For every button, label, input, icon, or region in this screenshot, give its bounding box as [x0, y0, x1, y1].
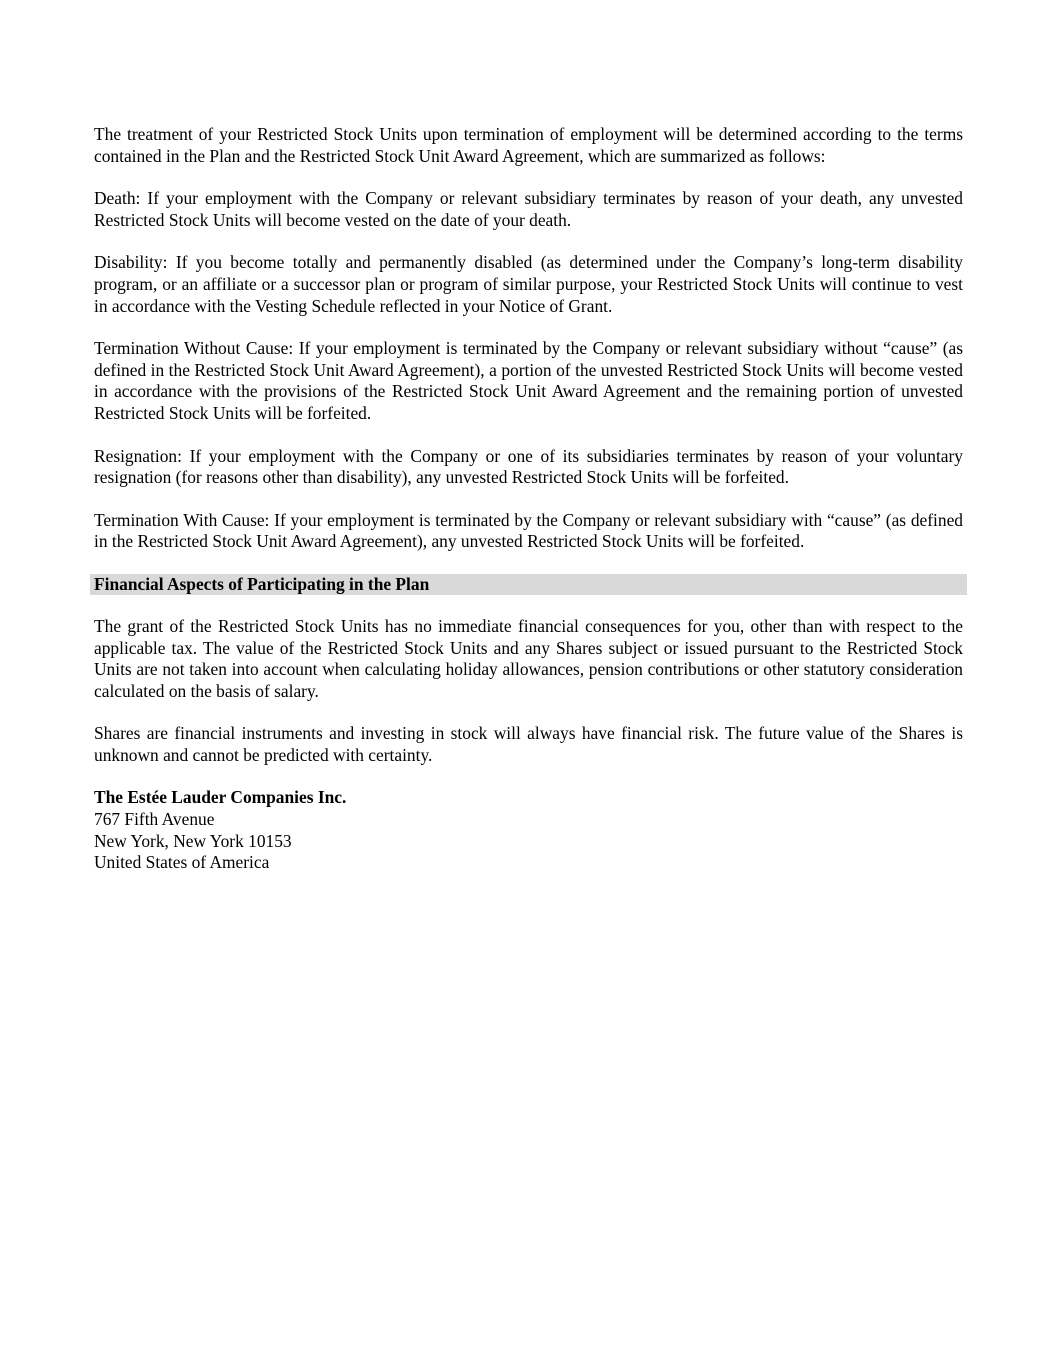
paragraph-resignation: Resignation: If your employment with the Company or one of its subsidiaries terminates by reason of your voluntary resignation (for reasons other than disability), any unvested Restricted Stock Units will be forfeited.: [94, 445, 963, 488]
paragraph-termination-with-cause: Termination With Cause: If your employment is terminated by the Company or relevant subsidiary with “cause” (as defined in the Restricted Stock Unit Award Agreement), any unvested Restricted Stock Units will be forfeited.: [94, 509, 963, 552]
paragraph-death: Death: If your employment with the Company or relevant subsidiary terminates by reason of your death, any unvested Restricted Stock Units will become vested on the date of your death.: [94, 188, 963, 230]
address-company-name: The Estée Lauder Companies Inc.: [94, 787, 347, 808]
paragraph-termination-without-cause: Termination Without Cause: If your employment is terminated by the Company or relevant subsidiary without “cause” (as defined in the Restricted Stock Unit Award Agreement), a portion of the unvested Restricted Stock Units will become vested in accordance with the provisions of the Restricted Stock Unit Award Agreement and the remaining portion of unvested Restricted Stock Units will be forfeited.: [94, 338, 963, 423]
address-country: United States of America: [94, 852, 270, 873]
paragraph-disability: Disability: If you become totally and permanently disabled (as determined under the Company’s long-term disability program, or an affiliate or a successor plan or program of similar purpose, your Restricted Stock Units will continue to vest in accordance with the Vesting Schedule reflected in your Notice of Grant.: [94, 252, 963, 316]
address-city: New York, New York 10153: [94, 830, 292, 851]
paragraph-shares-risk: Shares are financial instruments and investing in stock will always have financial risk. The future value of the Shares is unknown and cannot be predicted with certainty.: [94, 723, 963, 765]
section-heading-financial-aspects: Financial Aspects of Participating in the Plan: [90, 574, 967, 595]
address-street: 767 Fifth Avenue: [94, 809, 215, 830]
paragraph-intro: The treatment of your Restricted Stock Units upon termination of employment will be determined according to the terms contained in the Plan and the Restricted Stock Unit Award Agreement, which are summarized as follows:: [94, 124, 963, 166]
document-body: [94, 124, 963, 874]
paragraph-financial-consequences: The grant of the Restricted Stock Units has no immediate financial consequences for you, other than with respect to the applicable tax. The value of the Restricted Stock Units and any Shares subject or issued pursuant to the Restricted Stock Units are not taken into account when calculating holiday allowances, pension contributions or other statutory consideration calculated on the basis of salary.: [94, 615, 963, 701]
company-address: [94, 787, 963, 873]
